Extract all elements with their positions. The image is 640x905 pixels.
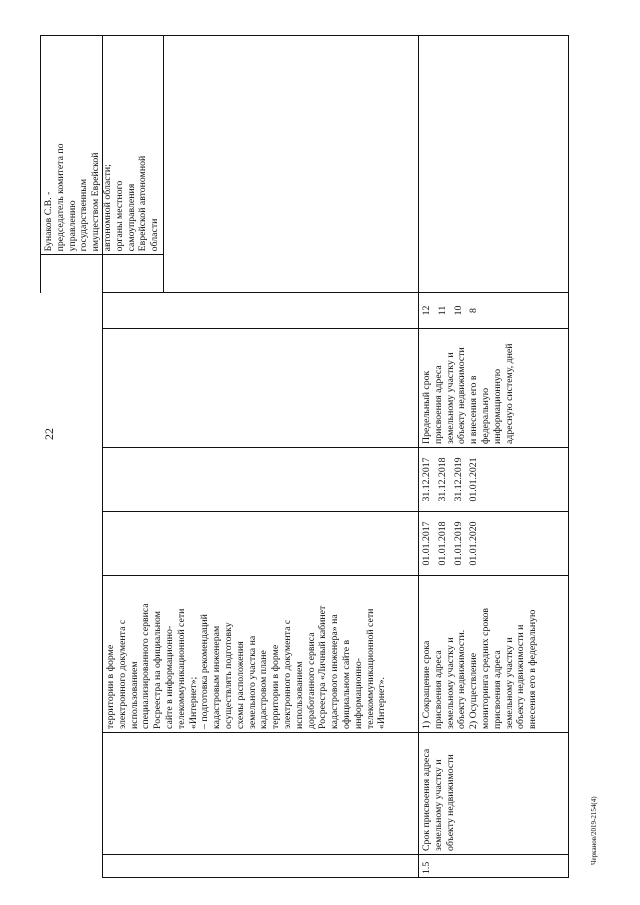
end-date: 31.12.2019	[452, 457, 464, 502]
responsible-line: председатель комитета по	[54, 143, 66, 252]
stage-line: земельному участку и	[432, 759, 444, 851]
measure-line: объекту недвижимости.	[456, 629, 468, 729]
measure-line: «Интернет».	[376, 677, 388, 729]
continuation-table	[102, 35, 569, 878]
end-date: 01.01.2021	[468, 457, 480, 502]
end-cell-empty	[103, 448, 419, 512]
start-date: 01.01.2018	[436, 521, 448, 566]
page-number: 22	[42, 428, 56, 440]
measure-line: присвоения адреса	[491, 650, 503, 729]
end-date: 31.12.2017	[421, 457, 432, 502]
stage-line: объекту недвижимости	[444, 754, 456, 851]
row-1-5	[419, 36, 569, 878]
measure-line: осуществлять подготовку	[222, 622, 234, 729]
indicator-value: 12	[421, 305, 432, 316]
measure-line: внесения его в федеральную	[527, 609, 539, 729]
indicator-value: 10	[452, 305, 464, 316]
start-date: 01.01.2017	[421, 521, 432, 566]
responsible-line: управлению	[66, 200, 78, 252]
responsible-line: самоуправления	[125, 183, 137, 252]
end-date: 31.12.2018	[436, 457, 448, 502]
stage-line: Срок присвоения адреса	[421, 748, 432, 851]
measure-line: земельному участку и	[444, 637, 456, 729]
indicator-line: объекту недвижимости	[456, 347, 468, 444]
measure-line: телекоммуникационной сети	[364, 608, 376, 729]
measures-continuation-cell	[103, 576, 419, 733]
measure-line: доработанного сервиса	[305, 632, 317, 729]
document-stamp: Черканов/2019-2154(4)	[590, 796, 598, 865]
responsible-line: Бунаков С.В. -	[43, 191, 54, 252]
measure-line: информационно-	[352, 658, 364, 729]
measure-line: кадастровом плане	[258, 650, 270, 729]
measure-line: использованием	[128, 661, 140, 729]
values-cell	[419, 293, 569, 329]
measure-line: «Интернет»;	[187, 676, 199, 729]
measure-line: официальном сайте в	[340, 639, 352, 729]
responsible-line: органы местного	[113, 180, 125, 252]
continuation-row	[103, 36, 419, 878]
indicator-line: присвоения адреса	[432, 365, 444, 444]
measure-line: электронного документа с	[281, 619, 293, 729]
responsible-cell-placeholder	[419, 36, 569, 293]
indicator-line: адресную систему, дней	[503, 343, 515, 444]
responsible-line: Еврейской автономной	[137, 155, 149, 252]
start-date: 01.01.2020	[468, 521, 480, 566]
no-cell-empty	[103, 855, 419, 878]
measure-line: использованием	[293, 661, 305, 729]
indicator-line: информационную	[491, 368, 503, 444]
start-cell-empty	[103, 512, 419, 576]
stage-cell-empty	[103, 733, 419, 855]
indicator-line: Предельный срок	[421, 370, 432, 444]
measure-line: присвоения адреса	[432, 650, 444, 729]
row-number: 1.5	[419, 855, 569, 878]
indicator-line: федеральную	[479, 387, 491, 444]
measure-line: территории в форме	[270, 644, 282, 729]
start-date: 01.01.2019	[452, 521, 464, 566]
measure-line: электронного документа с	[116, 619, 128, 729]
measure-line: 2) Осуществление	[468, 652, 480, 729]
indicator-value: 8	[468, 308, 480, 313]
responsible-line: области	[149, 218, 161, 252]
stage-cell	[419, 733, 569, 855]
indicator-line: земельному участку и	[444, 352, 456, 444]
indicator-cell	[419, 329, 569, 448]
measure-line: территории в форме	[105, 644, 116, 729]
measure-line: мониторинга средних сроков	[479, 607, 491, 729]
start-dates-cell	[419, 512, 569, 576]
measures-cell	[419, 576, 569, 733]
responsible-cell-empty	[103, 36, 419, 293]
measure-line: Росреестра «Личный кабинет	[317, 605, 329, 729]
measure-line: – подготовка рекомендаций	[199, 614, 211, 729]
value-cell-empty	[103, 293, 419, 329]
measure-line: земельному участку и	[503, 637, 515, 729]
measure-line: Росреестра на официальном	[152, 611, 164, 729]
measure-line: земельного участка на	[246, 635, 258, 729]
indicator-value: 11	[436, 305, 448, 316]
measure-line: схемы расположения	[234, 641, 246, 729]
measure-line: объекту недвижимости и	[515, 624, 527, 729]
measure-line: сайте в информационно-	[163, 625, 175, 729]
measure-line: специализированного сервиса	[140, 603, 152, 729]
measure-line: телекоммуникационной сети	[175, 608, 187, 729]
indicator-line: и внесения его в	[468, 375, 480, 444]
measure-line: кадастровым инженерам	[211, 625, 223, 729]
end-dates-cell	[419, 448, 569, 512]
measure-line: 1) Сокращение срока	[421, 640, 432, 729]
responsible-line: государственным	[78, 178, 90, 252]
main-table-wrapper	[102, 13, 640, 878]
measure-line: кадастрового инженера» на	[329, 614, 341, 729]
responsible-line: имуществом Еврейской	[90, 152, 102, 252]
indicator-cell-empty	[103, 329, 419, 448]
responsible-line: автономной области;	[101, 164, 113, 252]
